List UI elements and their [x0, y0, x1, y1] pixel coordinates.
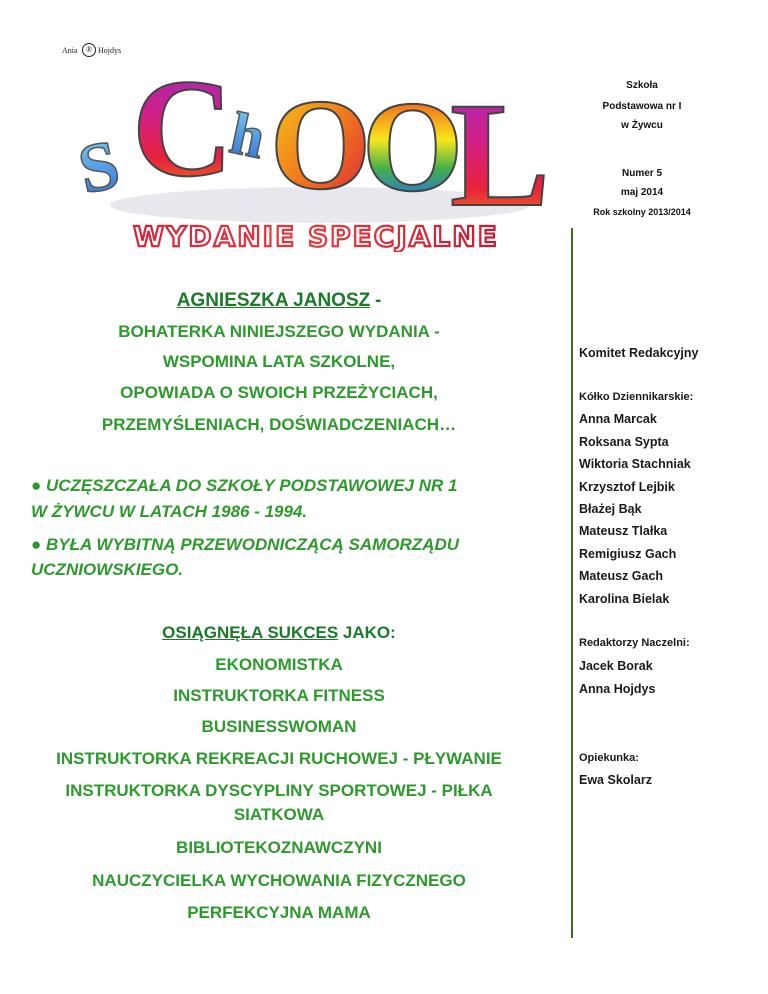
role-5: INSTRUKTORKA DYSCYPLINY SPORTOWEJ - PIŁKA	[65, 781, 493, 800]
school-line-1: Szkoła	[626, 80, 658, 91]
issue-date: maj 2014	[620, 187, 664, 198]
supervisor-label: Opiekunka:	[579, 752, 639, 764]
school-city: w Żywcu	[621, 120, 663, 131]
bullet-1-line-2: W ŻYWCU W LATACH 1986 - 1994.	[31, 502, 308, 521]
logo-letter-s: S	[71, 125, 127, 210]
member-5: Błażej Bąk	[579, 502, 642, 516]
bullet-2-line-1: ● BYŁA WYBITNĄ PRZEWODNICZĄCĄ SAMORZĄDU	[31, 535, 459, 554]
committee-heading: Komitet Redakcyjny	[579, 346, 699, 360]
special-edition-banner	[76, 220, 556, 257]
subtitle-line-1: BOHATERKA NINIEJSZEGO WYDANIA -	[118, 322, 440, 341]
hero-title-dash: -	[374, 290, 382, 311]
bullet-2-line-2: UCZNIOWSKIEGO.	[31, 560, 184, 579]
member-2: Roksana Sypta	[579, 435, 669, 449]
editor-2: Anna Hojdys	[579, 682, 656, 696]
member-9: Karolina Bielak	[579, 592, 670, 606]
success-suffix: JAKO:	[338, 623, 396, 642]
member-7: Remigiusz Gach	[579, 547, 677, 561]
logo-letter-o2: O	[362, 75, 464, 219]
supervisor-name: Ewa Skolarz	[579, 773, 652, 787]
author-last-name: Hojdys	[98, 46, 122, 55]
member-6: Mateusz Tlałka	[579, 524, 668, 538]
club-label: Kółko Dziennikarskie:	[579, 391, 694, 403]
hero-title	[0, 290, 558, 312]
bullet-1-line-1: ● UCZĘSZCZAŁA DO SZKOŁY PODSTAWOWEJ NR 1	[31, 476, 458, 495]
hero-name: AGNIESZKA JANOSZ	[176, 290, 371, 311]
member-8: Mateusz Gach	[579, 569, 664, 583]
member-1: Anna Marcak	[579, 412, 657, 426]
subtitle-line-3: OPOWIADA O SWOICH PRZEŻYCIACH,	[120, 383, 438, 402]
role-1: EKONOMISTKA	[215, 655, 343, 674]
editors-label: Redaktorzy Naczelni:	[579, 637, 690, 649]
logo-letter-o1: O	[270, 73, 372, 217]
role-8: PERFEKCYJNA MAMA	[187, 903, 371, 922]
role-5-continued: SIATKOWA	[233, 805, 325, 824]
member-3: Wiktoria Stachniak	[579, 457, 691, 471]
column-divider	[571, 228, 573, 938]
school-line-2: Podstawowa nr I	[602, 101, 682, 112]
editor-1: Jacek Borak	[579, 659, 653, 673]
role-3: BUSINESSWOMAN	[201, 717, 357, 736]
logo-letter-h: h	[224, 99, 271, 172]
role-7: NAUCZYCIELKA WYCHOWANIA FIZYCZNEGO	[92, 871, 466, 890]
role-6: BIBLIOTEKOZNAWCZYNI	[176, 838, 382, 857]
subtitle-line-4: PRZEMYŚLENIACH, DOŚWIADCZENIACH…	[101, 415, 457, 434]
success-title: OSIĄGNĘŁA SUKCES	[162, 623, 339, 642]
school-year: Rok szkolny 2013/2014	[593, 207, 691, 217]
logo-letter-c: C	[132, 51, 234, 206]
subtitle-line-2: WSPOMINA LATA SZKOLNE,	[162, 352, 396, 371]
registered-mark: ®	[82, 43, 96, 57]
logo-letter-l: L	[450, 72, 551, 238]
special-edition-text: WYDANIE SPECJALNE	[133, 220, 499, 252]
member-4: Krzysztof Lejbik	[579, 480, 675, 494]
success-heading	[0, 623, 558, 643]
author-first-name: Ania	[62, 46, 78, 55]
issue-number: Numer 5	[621, 168, 662, 179]
role-4: INSTRUKTORKA REKREACJI RUCHOWEJ - PŁYWANIE	[56, 749, 502, 768]
role-2: INSTRUKTORKA FITNESS	[173, 686, 385, 705]
